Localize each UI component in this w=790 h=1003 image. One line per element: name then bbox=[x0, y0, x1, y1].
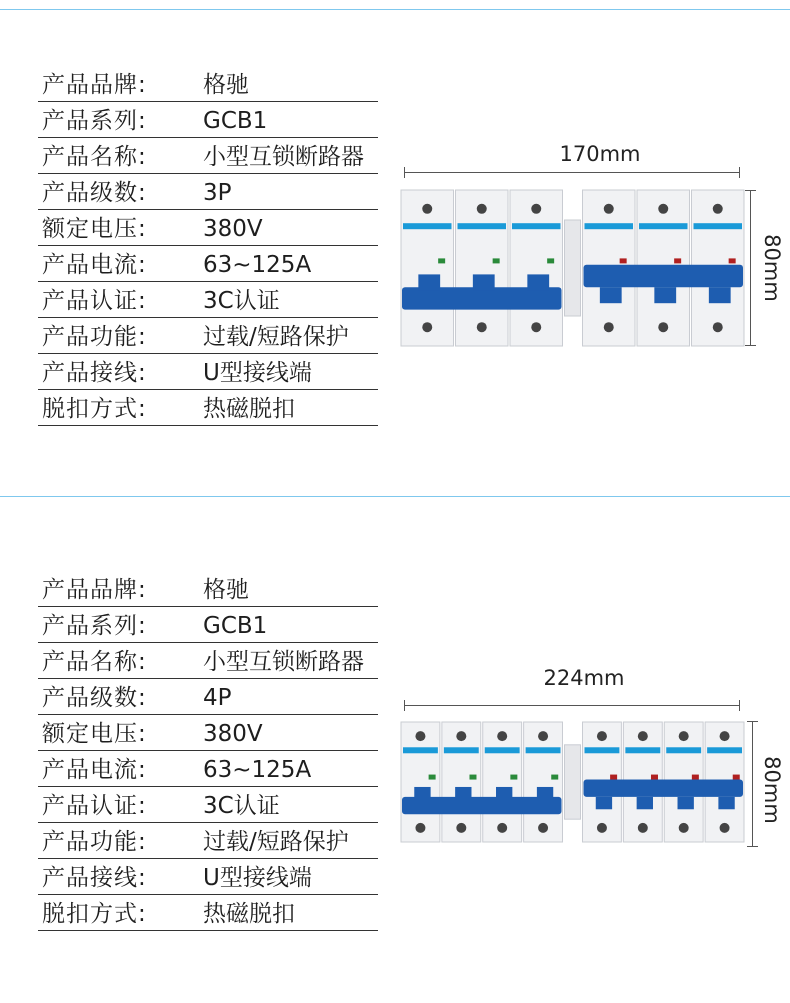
spec-value: 过载/短路保护 bbox=[203, 829, 349, 855]
breaker-pole bbox=[456, 190, 509, 346]
spec-row bbox=[38, 679, 378, 715]
spec-label: 产品接线: bbox=[42, 360, 147, 386]
spec-table bbox=[38, 66, 378, 426]
spec-value: 3C认证 bbox=[203, 288, 280, 314]
breaker-pole bbox=[401, 190, 454, 346]
spec-row bbox=[38, 643, 378, 679]
spec-label: 产品系列: bbox=[42, 613, 147, 639]
spec-label: 产品认证: bbox=[42, 793, 147, 819]
width-dimension-label: 170mm bbox=[559, 142, 641, 166]
spec-value: 63~125A bbox=[203, 252, 312, 278]
height-dimension-line bbox=[752, 721, 753, 847]
spec-label: 脱扣方式: bbox=[42, 901, 147, 927]
section-4p bbox=[0, 496, 790, 1003]
spec-row bbox=[38, 571, 378, 607]
spec-label: 产品认证: bbox=[42, 288, 147, 314]
spec-label: 脱扣方式: bbox=[42, 396, 147, 422]
spec-value: GCB1 bbox=[203, 108, 268, 134]
width-dimension-label: 224mm bbox=[543, 666, 625, 690]
spec-row bbox=[38, 318, 378, 354]
spec-row bbox=[38, 607, 378, 643]
spec-label: 产品品牌: bbox=[42, 72, 147, 98]
spec-row bbox=[38, 354, 378, 390]
height-dimension-line bbox=[750, 190, 751, 346]
breaker-pole bbox=[401, 722, 440, 842]
spec-value: U型接线端 bbox=[203, 360, 312, 386]
spec-row bbox=[38, 66, 378, 102]
spec-row bbox=[38, 390, 378, 426]
spec-value: GCB1 bbox=[203, 613, 268, 639]
spec-row bbox=[38, 787, 378, 823]
spec-row bbox=[38, 751, 378, 787]
spec-value: 3C认证 bbox=[203, 793, 280, 819]
spec-value: 过载/短路保护 bbox=[203, 324, 349, 350]
spec-row bbox=[38, 859, 378, 895]
spec-row bbox=[38, 246, 378, 282]
spec-value: 380V bbox=[203, 721, 263, 747]
spec-label: 产品功能: bbox=[42, 829, 147, 855]
breaker-image-3p bbox=[400, 188, 745, 348]
spec-row bbox=[38, 102, 378, 138]
spec-value: 380V bbox=[203, 216, 263, 242]
spec-label: 产品级数: bbox=[42, 685, 147, 711]
spec-label: 产品接线: bbox=[42, 865, 147, 891]
spec-value: 热磁脱扣 bbox=[203, 396, 295, 422]
breaker-pole bbox=[483, 722, 522, 842]
spec-value: 4P bbox=[203, 685, 232, 711]
spec-value: 小型互锁断路器 bbox=[203, 144, 364, 170]
spec-row bbox=[38, 138, 378, 174]
height-dimension-label: 80mm bbox=[759, 756, 784, 824]
height-dimension-label: 80mm bbox=[759, 234, 784, 302]
spec-row bbox=[38, 823, 378, 859]
spec-value: 3P bbox=[203, 180, 232, 206]
spec-label: 产品级数: bbox=[42, 180, 147, 206]
width-dimension-line bbox=[404, 705, 740, 706]
spec-label: 产品品牌: bbox=[42, 577, 147, 603]
breaker-pole bbox=[510, 190, 563, 346]
spec-value: 格驰 bbox=[203, 72, 249, 98]
spec-label: 产品电流: bbox=[42, 252, 147, 278]
spec-row bbox=[38, 715, 378, 751]
section-3p bbox=[0, 0, 790, 496]
spec-value: 63~125A bbox=[203, 757, 312, 783]
spec-value: U型接线端 bbox=[203, 865, 312, 891]
spec-value: 格驰 bbox=[203, 577, 249, 603]
spec-value: 热磁脱扣 bbox=[203, 901, 295, 927]
spec-row bbox=[38, 210, 378, 246]
spec-row bbox=[38, 282, 378, 318]
breaker-pole bbox=[442, 722, 481, 842]
spec-label: 额定电压: bbox=[42, 216, 147, 242]
spec-row bbox=[38, 174, 378, 210]
spec-table bbox=[38, 571, 378, 931]
spec-row bbox=[38, 895, 378, 931]
spec-label: 产品电流: bbox=[42, 757, 147, 783]
spec-label: 额定电压: bbox=[42, 721, 147, 747]
spec-label: 产品名称: bbox=[42, 649, 147, 675]
spec-label: 产品名称: bbox=[42, 144, 147, 170]
breaker-image-4p bbox=[400, 720, 745, 844]
width-dimension-line bbox=[404, 172, 740, 173]
spec-value: 小型互锁断路器 bbox=[203, 649, 364, 675]
spec-label: 产品功能: bbox=[42, 324, 147, 350]
spec-label: 产品系列: bbox=[42, 108, 147, 134]
breaker-pole bbox=[524, 722, 563, 842]
